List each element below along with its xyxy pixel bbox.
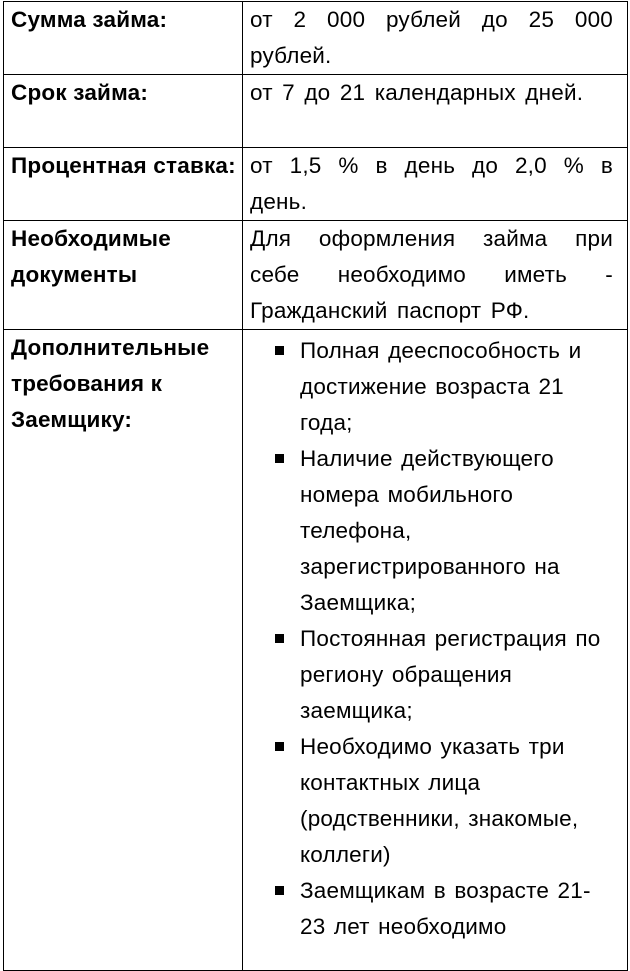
list-item (250, 333, 613, 441)
requirement-text: Наличие действующего номера мобильного телефона, зарегистрированного на Заемщика; (300, 446, 560, 615)
loan-amount-value: от 2 000 рублей до 25 000 рублей. (250, 7, 613, 68)
borrower-requirements-value-cell (243, 330, 628, 971)
square-bullet-icon (275, 886, 284, 895)
loan-term-label: Срок займа: (11, 80, 149, 105)
required-documents-label-cell (4, 221, 243, 330)
loan-term-value-cell (243, 75, 628, 148)
required-documents-value-cell (243, 221, 628, 330)
borrower-requirements-label: Дополнительные требования к Заемщику: (11, 335, 210, 432)
table-row-interest-rate (4, 148, 628, 221)
list-item (250, 441, 613, 621)
list-item (250, 621, 613, 729)
loan-amount-value-cell (243, 2, 628, 75)
loan-terms-table (3, 1, 628, 971)
table-row-required-documents (4, 221, 628, 330)
table-row-loan-term (4, 75, 628, 148)
interest-rate-label: Процентная ставка: (11, 153, 236, 178)
requirement-text: Необходимо указать три контактных лица (родственники, знакомые, коллеги) (300, 734, 579, 867)
requirement-text: Заемщикам в возрасте 21-23 лет необходимо (300, 878, 591, 939)
square-bullet-icon (275, 634, 284, 643)
borrower-requirements-label-cell (4, 330, 243, 971)
table-row-loan-amount (4, 2, 628, 75)
required-documents-label: Необходимые документы (11, 226, 171, 287)
table-row-borrower-requirements (4, 330, 628, 971)
list-item (250, 729, 613, 873)
interest-rate-value: от 1,5 % в день до 2,0 % в день. (250, 153, 613, 214)
required-documents-value: Для оформления займа при себе необходимо иметь - Гражданский паспорт РФ. (250, 226, 613, 323)
loan-amount-label-cell (4, 2, 243, 75)
loan-term-value: от 7 до 21 календарных дней. (250, 80, 584, 105)
requirements-list (250, 330, 613, 945)
interest-rate-value-cell (243, 148, 628, 221)
requirement-text: Полная дееспособность и достижение возраста 21 года; (300, 338, 582, 435)
square-bullet-icon (275, 454, 284, 463)
square-bullet-icon (275, 346, 284, 355)
list-item (250, 873, 613, 945)
interest-rate-label-cell (4, 148, 243, 221)
requirement-text: Постоянная регистрация по региону обращения заемщика; (300, 626, 601, 723)
loan-amount-label: Сумма займа: (11, 7, 168, 32)
loan-term-label-cell (4, 75, 243, 148)
square-bullet-icon (275, 742, 284, 751)
